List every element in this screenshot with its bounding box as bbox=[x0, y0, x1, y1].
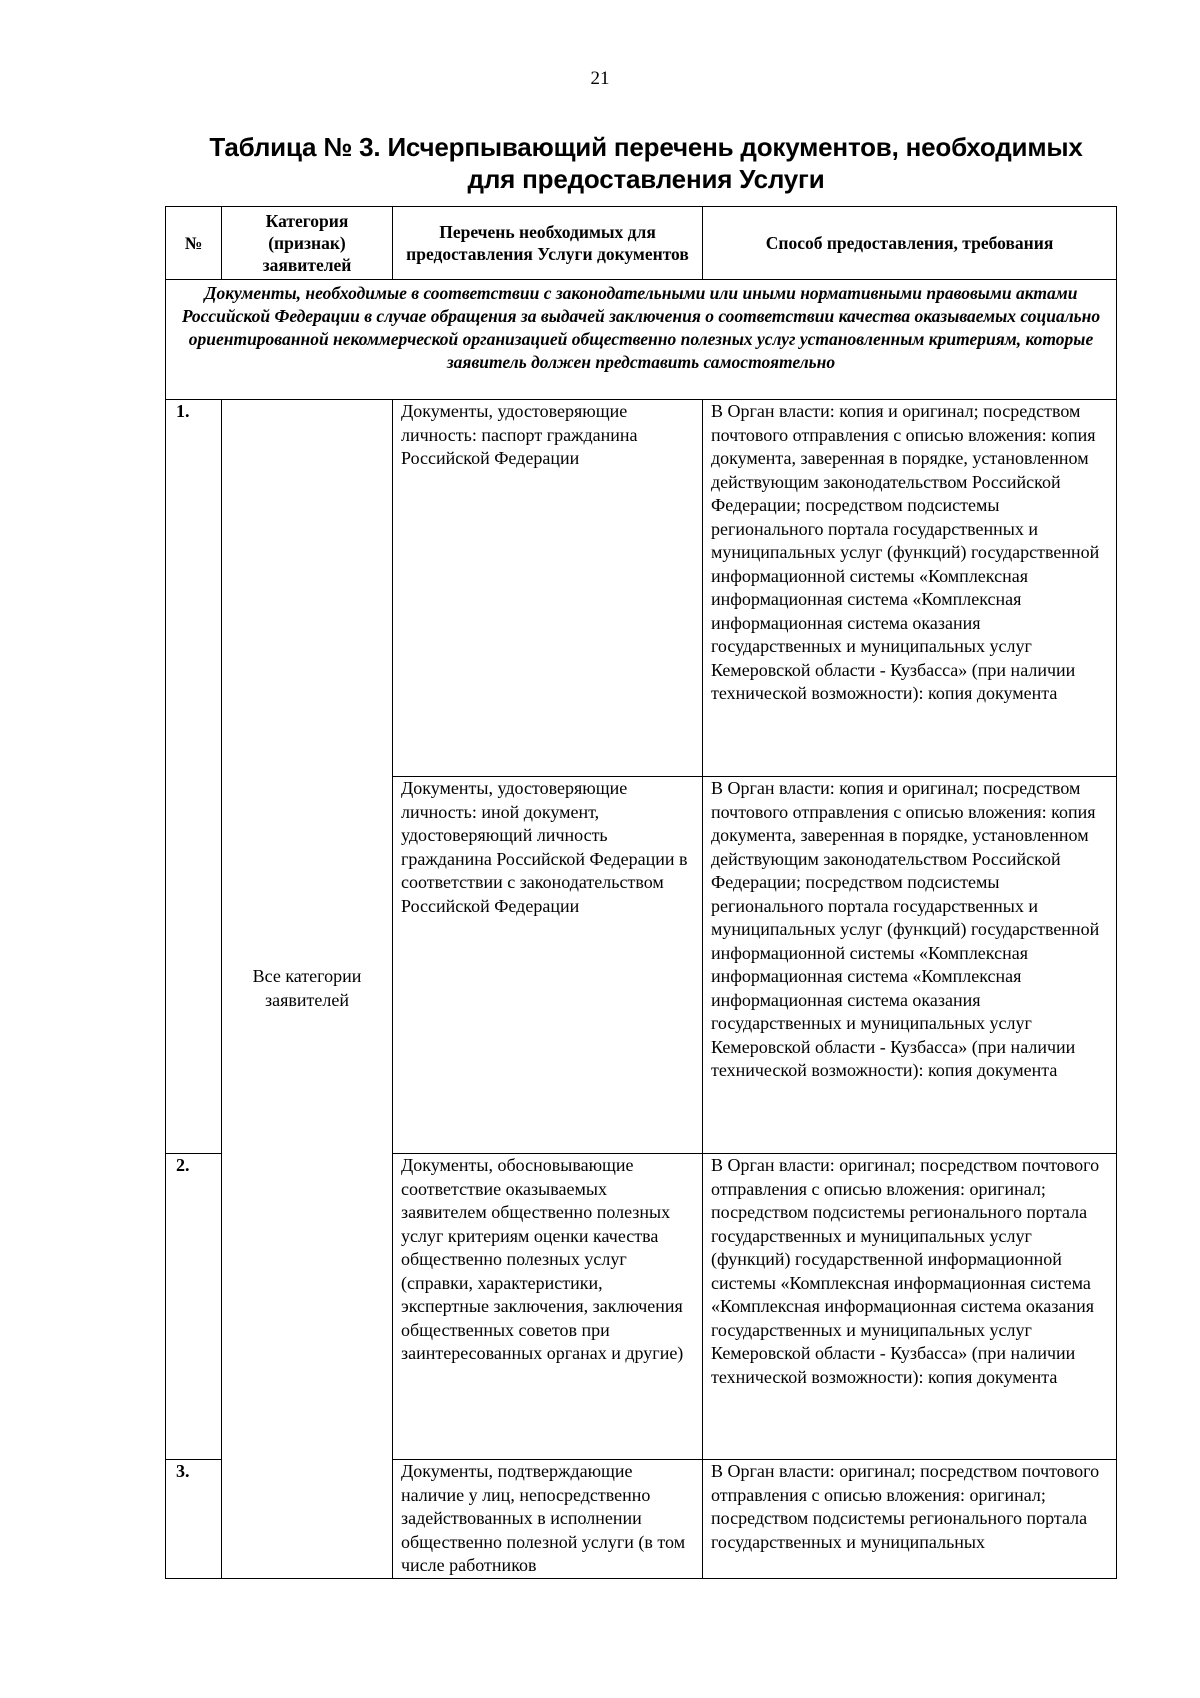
section-title: Документы, необходимые в соответствии с законодательными или иными нормативными правовыми актами Российской Федерации в случае обращения за выдачей заключения о соответствии качества оказываемых социально ориентированной некоммерческой организацией общественно полезных услуг установленным критериям, которые заявитель должен представить самостоятельно bbox=[166, 280, 1117, 400]
row-number: 3. bbox=[166, 1460, 222, 1579]
header-category: Категория (признак) заявителей bbox=[222, 207, 393, 280]
page-number: 21 bbox=[590, 68, 610, 89]
document-cell: Документы, подтверждающие наличие у лиц, непосредственно задействованных в исполнении общественно полезной услуги (в том числе работников bbox=[393, 1460, 703, 1579]
table-header-row bbox=[166, 207, 1117, 280]
row-number: 1. bbox=[166, 400, 222, 1154]
category-cell: Все категории заявителей bbox=[222, 400, 393, 1579]
documents-table bbox=[165, 206, 1117, 1579]
title-line-2: для предоставления Услуги bbox=[467, 164, 825, 194]
method-cell: В Орган власти: оригинал; посредством почтового отправления с описью вложения: оригинал; посредством подсистемы регионального портала государственных и муниципальных bbox=[703, 1460, 1117, 1579]
method-cell: В Орган власти: копия и оригинал; посредством почтового отправления с описью вложения: копия документа, заверенная в порядке, установленном действующим законодательством Российской Федерации; посредством подсистемы регионального портала государственных и муниципальных услуг (функций) государственной информационной системы «Комплексная информационная система «Комплексная информационная система оказания государственных и муниципальных услуг Кемеровской области - Кузбасса» (при наличии технической возможности): копия документа bbox=[703, 777, 1117, 1154]
table-row bbox=[166, 400, 1117, 777]
document-title bbox=[165, 131, 1127, 195]
method-cell: В Орган власти: копия и оригинал; посредством почтового отправления с описью вложения: копия документа, заверенная в порядке, установленном действующим законодательством Российской Федерации; посредством подсистемы регионального портала государственных и муниципальных услуг (функций) государственной информационной системы «Комплексная информационная система «Комплексная информационная система оказания государственных и муниципальных услуг Кемеровской области - Кузбасса» (при наличии технической возможности): копия документа bbox=[703, 400, 1117, 777]
header-num: № bbox=[166, 207, 222, 280]
row-number: 2. bbox=[166, 1154, 222, 1460]
method-cell: В Орган власти: оригинал; посредством почтового отправления с описью вложения: оригинал; посредством подсистемы регионального портала государственных и муниципальных услуг (функций) государственной информационной системы «Комплексная информационная система «Комплексная информационная система оказания государственных и муниципальных услуг Кемеровской области - Кузбасса» (при наличии технической возможности): копия документа bbox=[703, 1154, 1117, 1460]
header-documents: Перечень необходимых для предоставления Услуги документов bbox=[393, 207, 703, 280]
section-row bbox=[166, 280, 1117, 400]
document-cell: Документы, удостоверяющие личность: иной документ, удостоверяющий личность гражданина Российской Федерации в соответствии с законодательством Российской Федерации bbox=[393, 777, 703, 1154]
header-method: Способ предоставления, требования bbox=[703, 207, 1117, 280]
document-cell: Документы, удостоверяющие личность: паспорт гражданина Российской Федерации bbox=[393, 400, 703, 777]
document-cell: Документы, обосновывающие соответствие оказываемых заявителем общественно полезных услуг критериям оценки качества общественно полезных услуг (справки, характеристики, экспертные заключения, заключения общественных советов при заинтересованных органах и другие) bbox=[393, 1154, 703, 1460]
title-line-1: Таблица № 3. Исчерпывающий перечень документов, необходимых bbox=[209, 132, 1083, 162]
